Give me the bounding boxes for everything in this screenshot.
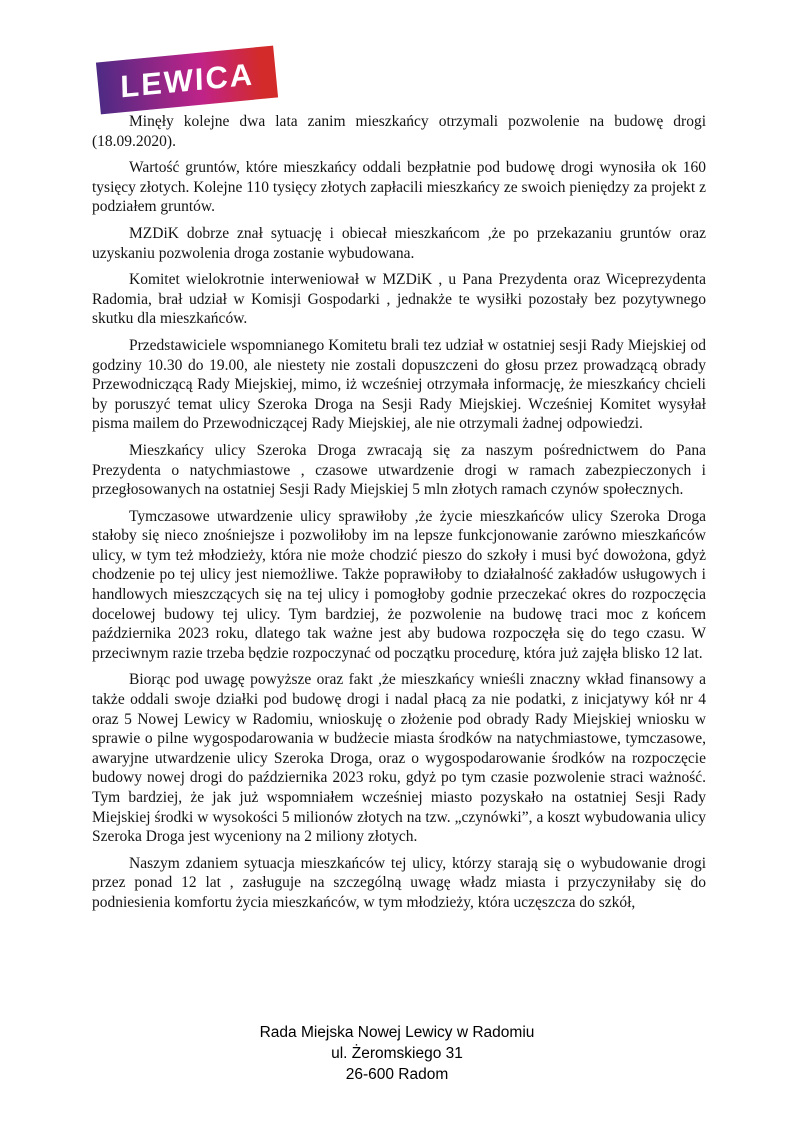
paragraph-6: Mieszkańcy ulicy Szeroka Droga zwracają się za naszym pośrednictwem do Pana Prezydenta o natychmiastowe , czasowe utwardzenie drogi w ramach zabezpieczonych i przegłosowanych na ostatniej Sesji Rady Miejskiej 5 mln złotych ramach czynów społecznych. [92,441,706,499]
letter-body [92,112,706,920]
lewica-logo [96,46,278,115]
footer-line-city: 26-600 Radom [345,1066,449,1083]
paragraph-7: Tymczasowe utwardzenie ulicy sprawiłoby ,że życie mieszkańców ulicy Szeroka Droga stałoby się nieco znośniejsze i pozwoliłoby im na lepsze funkcjonowanie zarówno mieszkańców ulicy, w tym też młodzieży, która nie może chodzić pieszo do szkoły i musi być dowożona, gdyż chodzenie po tej ulicy jest niemożliwe. Także poprawiłoby to działalność zakładów usługowych i handlowych mieszczących się na tej ulicy i pomogłoby godnie przeczekać okres do rozpoczęcia docelowej budowy tej ulicy. Tym bardziej, że pozwolenie na budowę traci moc z końcem października 2023 roku, dlatego tak ważne jest aby budowa rozpoczęła się do tego czasu. W przeciwnym razie trzeba będzie rozpoczynać od początku procedurę, która już zajęła blisko 12 lat. [92,507,706,662]
footer-line-organization: Rada Miejska Nowej Lewicy w Radomiu [259,1024,535,1041]
paragraph-4: Komitet wielokrotnie interweniował w MZDiK , u Pana Prezydenta oraz Wiceprezydenta Radomia, brał udział w Komisji Gospodarki , jednakże te wysiłki pozostały bez pozytywnego skutku dla mieszkańców. [92,271,706,328]
lewica-logo-text: LEWICA [119,56,255,104]
paragraph-1: Minęły kolejne dwa lata zanim mieszkańcy otrzymali pozwolenie na budowę drogi (18.09.2020). [92,113,706,150]
paragraph-3: MZDiK dobrze znał sytuację i obiecał mieszkańcom ,że po przekazaniu gruntów oraz uzyskaniu pozwolenia droga zostanie wybudowana. [92,224,706,262]
paragraph-5: Przedstawiciele wspomnianego Komitetu brali tez udział w ostatniej sesji Rady Miejskiej od godziny 10.30 do 19.00, ale niestety nie zostali dopuszczeni do głosu przez prowadzącą obrady Przewodniczącą Rady Miejskiej, mimo, iż wcześniej otrzymała informację, że mieszkańcy chcieli by poruszyć temat ulicy Szeroka Droga na Sesji Rady Miejskiej. Wcześniej Komitet wysyłał pisma mailem do Przewodniczącej Rady Miejskiej, ale nie otrzymali żadnej odpowiedzi. [92,336,706,433]
paragraph-2: Wartość gruntów, które mieszkańcy oddali bezpłatnie pod budowę drogi wynosiła ok 160 tysięcy złotych. Kolejne 110 tysięcy złotych zapłacili mieszkańcy ze swoich pieniędzy za projekt z podziałem gruntów. [92,159,706,216]
paragraph-8: Biorąc pod uwagę powyższe oraz fakt ,że mieszkańcy wnieśli znaczny wkład finansowy a także oddali swoje działki pod budowę drogi i nadal płacą za nie podatki, z inicjatywy kół nr 4 oraz 5 Nowej Lewicy w Radomiu, wnioskuję o złożenie pod obrady Rady Miejskiej wniosku w sprawie o pilne wygospodarowania w budżecie miasta środków na natychmiastowe, tymczasowe, awaryjne utwardzenie ulicy Szeroka Droga, oraz o wygospodarowanie środków na rozpoczęcie budowy nowej drogi do października 2023 roku, gdyż po tym czasie pozwolenie straci ważność. Tym bardziej, że jak już wspomniałem wcześniej miasto pozyskało na ostatniej Sesji Rady Miejskiej środki w wysokości 5 milionów złotych na tzw. „czynówki”, a koszt wybudowania ulicy Szeroka Droga jest wyceniony na 2 miliony złotych. [92,671,706,846]
footer-address [0,1022,794,1085]
footer-line-street: ul. Żeromskiego 31 [331,1045,463,1062]
paragraph-9: Naszym zdaniem sytuacja mieszkańców tej ulicy, którzy starają się o wybudowanie drogi przez ponad 12 lat , zasługuje na szczególną uwagę władz miasta i przyczyniłaby się do podniesienia komfortu życia mieszkańców, w tym młodzieży, która uczęszcza do szkół, [92,854,706,911]
